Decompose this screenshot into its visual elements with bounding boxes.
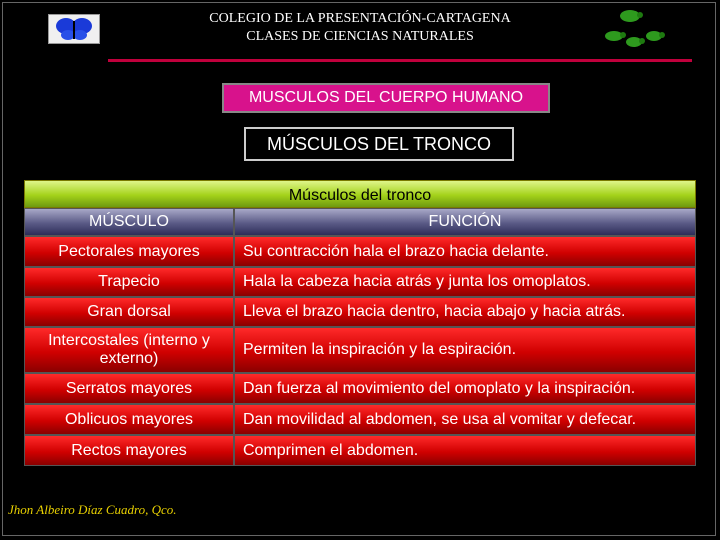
table-row: [24, 435, 696, 466]
author-signature: Jhon Albeiro Díaz Cuadro, Qco.: [8, 502, 177, 517]
header-line-1: COLEGIO DE LA PRESENTACIÓN-CARTAGENA: [209, 11, 511, 26]
table-row: [24, 236, 696, 267]
column-header-function-label: FUNCIÓN: [428, 213, 502, 230]
table-row: [24, 404, 696, 435]
column-header-muscle: MÚSCULO: [24, 208, 234, 236]
table-row: [24, 327, 696, 373]
butterfly-icon: [49, 15, 99, 43]
section-title: MÚSCULOS DEL TRONCO: [244, 127, 514, 161]
muscle-cell: Trapecio: [24, 267, 234, 297]
function-cell: Comprimen el abdomen.: [234, 435, 696, 466]
table-row: [24, 267, 696, 297]
function-cell: Lleva el brazo hacia dentro, hacia abajo y hacia atrás.: [234, 297, 696, 327]
table-header-row: [24, 208, 696, 236]
muscle-cell: Intercostales (interno y externo): [24, 327, 234, 373]
bugs-logo: [600, 6, 670, 52]
function-cell: Dan fuerza al movimiento del omoplato y la inspiración.: [234, 373, 696, 404]
main-title: MUSCULOS DEL CUERPO HUMANO: [222, 83, 550, 113]
butterfly-logo: [48, 14, 100, 44]
table-row: [24, 297, 696, 327]
muscle-cell: Pectorales mayores: [24, 236, 234, 267]
school-header: [110, 10, 610, 46]
function-cell: Su contracción hala el brazo hacia delante.: [234, 236, 696, 267]
column-header-function: [234, 208, 696, 236]
function-cell: Hala la cabeza hacia atrás y junta los omoplatos.: [234, 267, 696, 297]
function-cell: Dan movilidad al abdomen, se usa al vomitar y defecar.: [234, 404, 696, 435]
muscle-cell: Rectos mayores: [24, 435, 234, 466]
muscle-cell: Oblicuos mayores: [24, 404, 234, 435]
function-cell: Permiten la inspiración y la espiración.: [234, 327, 696, 373]
header-line-2: CLASES DE CIENCIAS NATURALES: [246, 29, 474, 44]
muscle-cell: Gran dorsal: [24, 297, 234, 327]
muscle-cell: Serratos mayores: [24, 373, 234, 404]
bugs-icon: [600, 6, 670, 52]
header-divider: [108, 59, 692, 62]
muscles-table: [24, 180, 696, 466]
table-row: [24, 373, 696, 404]
table-caption: Músculos del tronco: [24, 180, 696, 208]
